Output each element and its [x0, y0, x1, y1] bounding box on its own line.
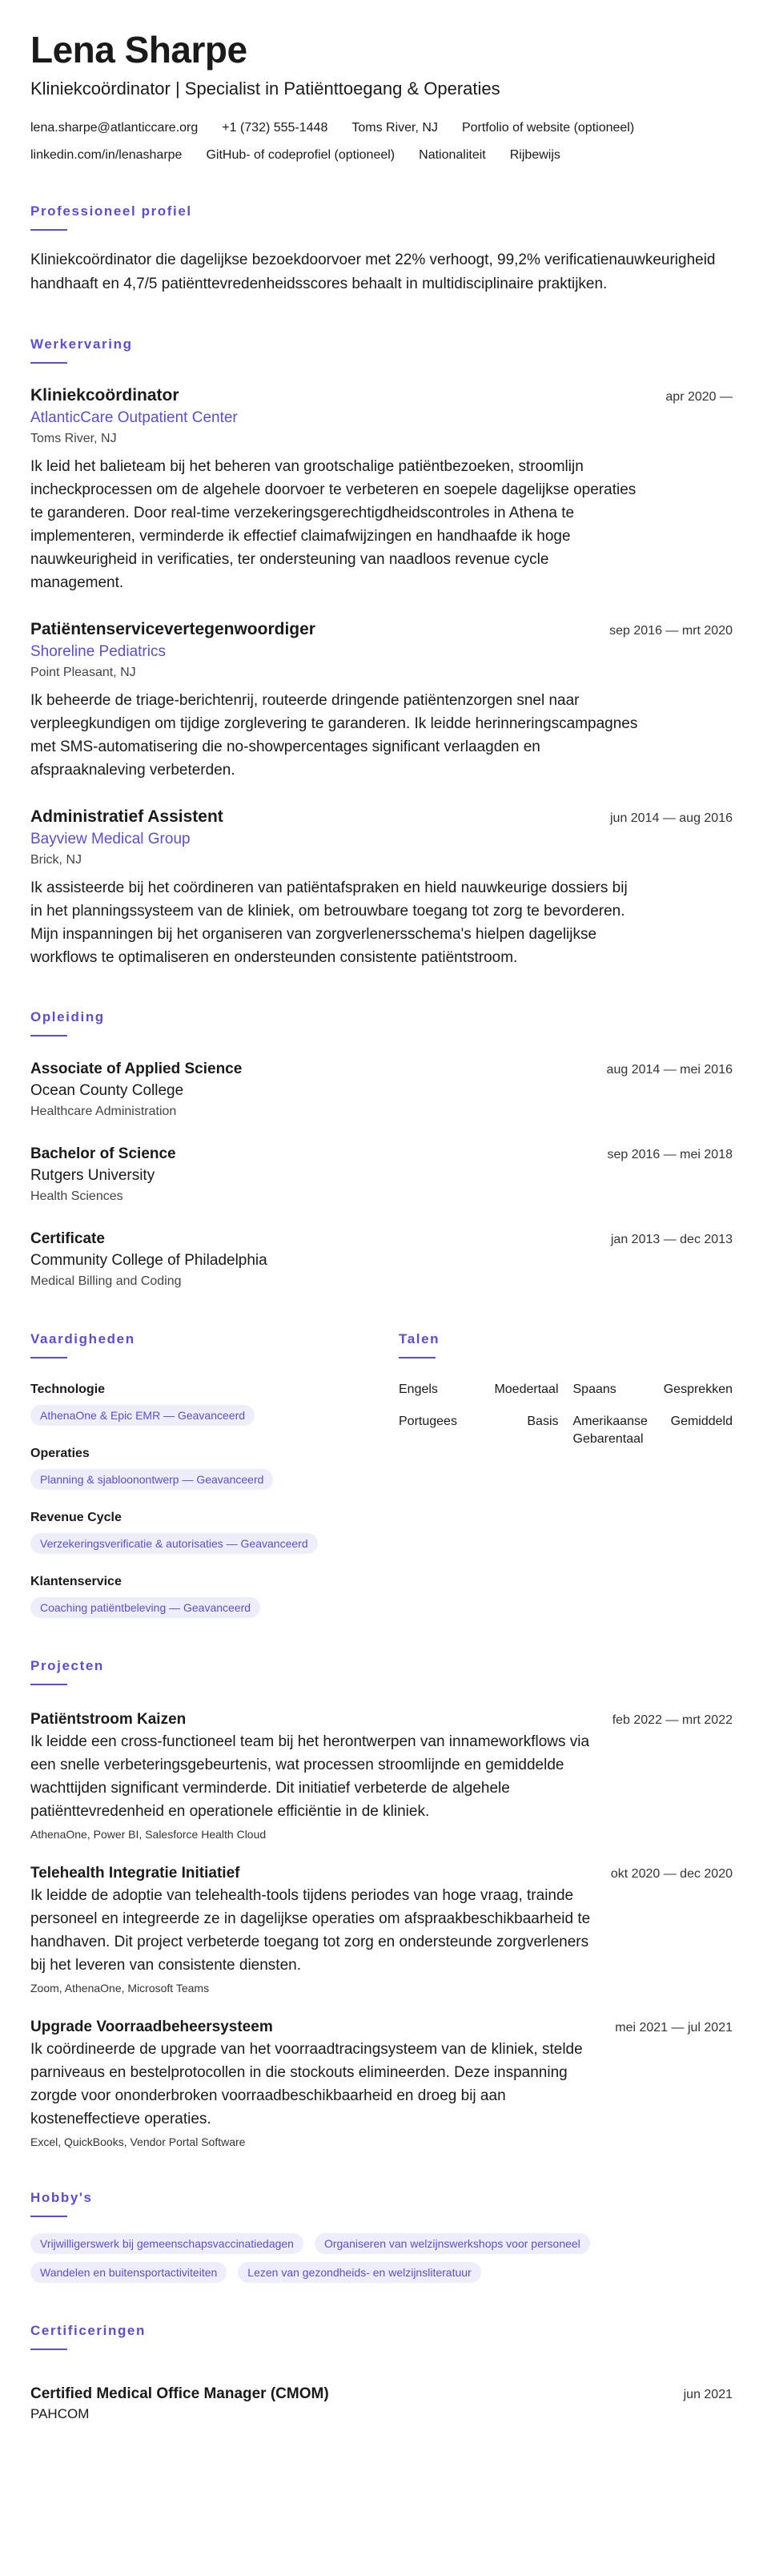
skill-category: Revenue Cycle — [30, 1511, 122, 1524]
job-title: Patiëntenservicevertegenwoordiger — [30, 620, 315, 638]
certification-issuer: PAHCOM — [30, 2406, 90, 2421]
skills-languages-row — [30, 1331, 733, 1618]
candidate-subtitle: Kliniekcoördinator | Specialist in Patiënttoegang & Operaties — [30, 78, 500, 99]
project-entry — [30, 1709, 733, 1842]
job-location: Point Pleasant, NJ — [30, 666, 136, 679]
profile-section — [30, 203, 733, 296]
experience-section — [30, 336, 733, 969]
skill-tag: Planning & sjabloonontwerp — Geavanceerd — [30, 1469, 273, 1490]
language-level: Moedertaal — [494, 1383, 559, 1396]
employer-name: Shoreline Pediatrics — [30, 643, 166, 660]
project-description: Ik leidde de adoptie van telehealth-tools tijdens periodes van hoge vraag, trainde personeel en integreerde ze in dagelijkse operaties om afspraakbeschikbaarheid te handhaven. Dit project verbeterde toegang tot zorg en ondersteunde zorgverleners bij het leveren van consistente diensten. — [30, 1887, 591, 1974]
project-description: Ik coördineerde de upgrade van het voorraadtracingsysteem van de kliniek, stelde parniveaus en bestelprotocollen in die stockouts elimineerden. Deze inspanning zorgde voor ononderbroken voorraadbeschikbaarheid en droeg bij aan kosteneffectieve operaties. — [30, 2041, 583, 2127]
experience-entry — [30, 806, 733, 969]
profile-text: Kliniekcoördinator die dagelijkse bezoekdoorvoer met 22% verhoogt, 99,2% verificatienauwkeurigheid handhaaft en 4,7/5 patiënttevredenheidsscores behaalt in multidisciplinaire praktijken. — [30, 252, 716, 292]
job-date: sep 2016 — mrt 2020 — [609, 624, 733, 638]
contact-portfolio[interactable]: Portfolio of website (optioneel) — [461, 121, 635, 135]
section-divider — [30, 229, 67, 231]
school-name: Community College of Philadelphia — [30, 1252, 267, 1269]
hobbies-section — [30, 2190, 733, 2283]
skills-section — [30, 1331, 399, 1618]
projects-list — [30, 1709, 733, 2150]
section-divider — [30, 362, 67, 364]
job-location: Brick, NJ — [30, 853, 82, 867]
job-title: Kliniekcoördinator — [30, 386, 179, 405]
contact-linkedin[interactable]: linkedin.com/in/lenasharpe — [30, 148, 183, 162]
section-divider — [30, 2349, 67, 2350]
language-name: Amerikaanse Gebarentaal — [572, 1415, 648, 1446]
skill-category: Operaties — [30, 1447, 90, 1460]
hobby-tag: Lezen van gezondheids- en welzijnsliteratuur — [238, 2262, 480, 2283]
employer-name: AtlanticCare Outpatient Center — [30, 409, 238, 426]
project-date: mei 2021 — jul 2021 — [615, 2021, 733, 2035]
certifications-section — [30, 2323, 733, 2424]
section-title: Professioneel profiel — [30, 203, 192, 219]
language-name: Portugees — [399, 1415, 457, 1428]
education-entry — [30, 1059, 733, 1121]
section-divider — [30, 1035, 67, 1036]
job-location: Toms River, NJ — [30, 432, 117, 445]
language-item — [399, 1381, 559, 1399]
languages-grid — [399, 1381, 733, 1448]
contact-bar — [30, 120, 733, 163]
project-title: Patiëntstroom Kaizen — [30, 1711, 187, 1728]
project-title: Telehealth Integratie Initiatief — [30, 1865, 240, 1882]
degree-title: Associate of Applied Science — [30, 1061, 243, 1077]
project-date: okt 2020 — dec 2020 — [610, 1867, 733, 1881]
project-entry — [30, 2017, 733, 2150]
language-level: Basis — [527, 1415, 559, 1428]
school-name: Ocean County College — [30, 1082, 184, 1099]
field-of-study: Healthcare Administration — [30, 1105, 177, 1118]
section-divider — [30, 1357, 67, 1358]
projects-section — [30, 1658, 733, 2150]
project-title: Upgrade Voorraadbeheersysteem — [30, 2019, 273, 2035]
education-date: aug 2014 — mei 2016 — [606, 1063, 733, 1077]
certification-entry — [30, 2384, 733, 2424]
section-title: Opleiding — [30, 1009, 105, 1024]
section-title: Talen — [399, 1331, 440, 1346]
experience-list — [30, 384, 733, 969]
contact-license: Rijbewijs — [509, 148, 560, 162]
skill-tag: Verzekeringsverificatie & autorisaties — Geavanceerd — [30, 1533, 318, 1554]
language-level: Gemiddeld — [670, 1415, 733, 1428]
section-divider — [399, 1357, 436, 1358]
candidate-name: Lena Sharpe — [30, 29, 247, 70]
hobby-tag: Organiseren van welzijnswerkshops voor personeel — [315, 2233, 590, 2254]
school-name: Rutgers University — [30, 1167, 155, 1184]
job-date: apr 2020 — — [665, 390, 733, 404]
contact-phone[interactable]: +1 (732) 555-1448 — [222, 121, 328, 135]
experience-entry — [30, 618, 733, 782]
hobbies-list — [30, 2233, 655, 2283]
contact-email[interactable]: lena.sharpe@atlanticcare.org — [30, 121, 199, 135]
language-item — [573, 1381, 733, 1399]
skill-tag: AthenaOne & Epic EMR — Geavanceerd — [30, 1405, 255, 1426]
contact-github[interactable]: GitHub- of codeprofiel (optioneel) — [206, 148, 396, 162]
education-entry — [30, 1144, 733, 1206]
job-description: Ik assisteerde bij het coördineren van patiëntafspraken en hield nauwkeurige dossiers bij in het planningssysteem van de kliniek, om betrouwbare toegang tot zorg te bevorderen. Mijn inspanningen bij het organiseren van zorgverlenersschema's hielpen dagelijkse workflows te optimaliseren en ondersteunden consistente patiëntstroom. — [30, 879, 628, 966]
certification-title: Certified Medical Office Manager (CMOM) — [30, 2385, 329, 2402]
language-name: Engels — [399, 1383, 438, 1396]
resume-header — [30, 29, 733, 163]
certification-date: jun 2021 — [683, 2388, 733, 2401]
section-title: Werkervaring — [30, 336, 133, 352]
experience-entry — [30, 384, 733, 594]
hobby-tag: Vrijwilligerswerk bij gemeenschapsvaccinatiedagen — [30, 2233, 303, 2254]
section-title: Vaardigheden — [30, 1331, 135, 1346]
job-title: Administratief Assistent — [30, 807, 223, 826]
degree-title: Bachelor of Science — [30, 1145, 176, 1162]
project-description: Ik leidde een cross-functioneel team bij het herontwerpen van innameworkflows via een snelle verbeteringsgebeurtenis, wat processen stroomlijnde en gemiddelde wachttijden significant verminderde. Dit initiatief verbeterde de algehele patiënttevredenheid en operationele efficiëntie in de kliniek. — [30, 1733, 590, 1820]
project-tech: Excel, QuickBooks, Vendor Portal Software — [30, 2135, 246, 2148]
contact-nationality: Nationaliteit — [419, 148, 486, 162]
hobby-tag: Wandelen en buitensportactiviteiten — [30, 2262, 227, 2283]
language-item — [573, 1413, 733, 1448]
project-tech: Zoom, AthenaOne, Microsoft Teams — [30, 1982, 210, 1994]
section-divider — [30, 2216, 67, 2217]
education-entry — [30, 1229, 733, 1291]
language-item — [399, 1413, 559, 1448]
project-entry — [30, 1863, 733, 1996]
education-date: jan 2013 — dec 2013 — [610, 1233, 733, 1246]
job-date: jun 2014 — aug 2016 — [609, 811, 733, 825]
field-of-study: Medical Billing and Coding — [30, 1274, 182, 1288]
field-of-study: Health Sciences — [30, 1189, 123, 1203]
education-date: sep 2016 — mei 2018 — [607, 1148, 733, 1161]
language-level: Gesprekken — [663, 1383, 733, 1396]
employer-name: Bayview Medical Group — [30, 831, 191, 847]
section-title: Projecten — [30, 1658, 104, 1673]
job-description: Ik leid het balieteam bij het beheren van grootschalige patiëntbezoeken, stroomlijn incheckprocessen om de algehele doorvoer te verbeteren en soepele dagelijkse operaties te garanderen. Door real-time verzekeringsgerechtigdheidscontroles in Athena te implementeren, verminderde ik effectief claimafwijzingen en handhaafde ik hoge nauwkeurigheid in verificaties, ter ondersteuning van naadloos revenue cycle management. — [30, 458, 637, 591]
education-section — [30, 1009, 733, 1291]
section-title: Certificeringen — [30, 2323, 146, 2338]
section-divider — [30, 1684, 67, 1685]
skills-list — [30, 1381, 399, 1618]
skill-category: Klantenservice — [30, 1575, 122, 1588]
skill-category: Technologie — [30, 1383, 106, 1396]
section-title: Hobby's — [30, 2190, 93, 2205]
project-tech: AthenaOne, Power BI, Salesforce Health Cloud — [30, 1828, 267, 1841]
job-description: Ik beheerde de triage-berichtenrij, routeerde dringende patiëntenzorgen snel naar verpleegkundigen om tijdige zorglevering te garanderen. Ik leidde herinneringscampagnes met SMS-automatisering die no-showpercentages significant verlaagden en afspraaknaleving verbeterden. — [30, 692, 638, 779]
degree-title: Certificate — [30, 1230, 105, 1247]
project-date: feb 2022 — mrt 2022 — [612, 1713, 733, 1727]
language-name: Spaans — [572, 1383, 616, 1396]
contact-location: Toms River, NJ — [351, 121, 438, 135]
skill-tag: Coaching patiëntbeleving — Geavanceerd — [30, 1597, 260, 1618]
languages-section — [399, 1331, 733, 1618]
